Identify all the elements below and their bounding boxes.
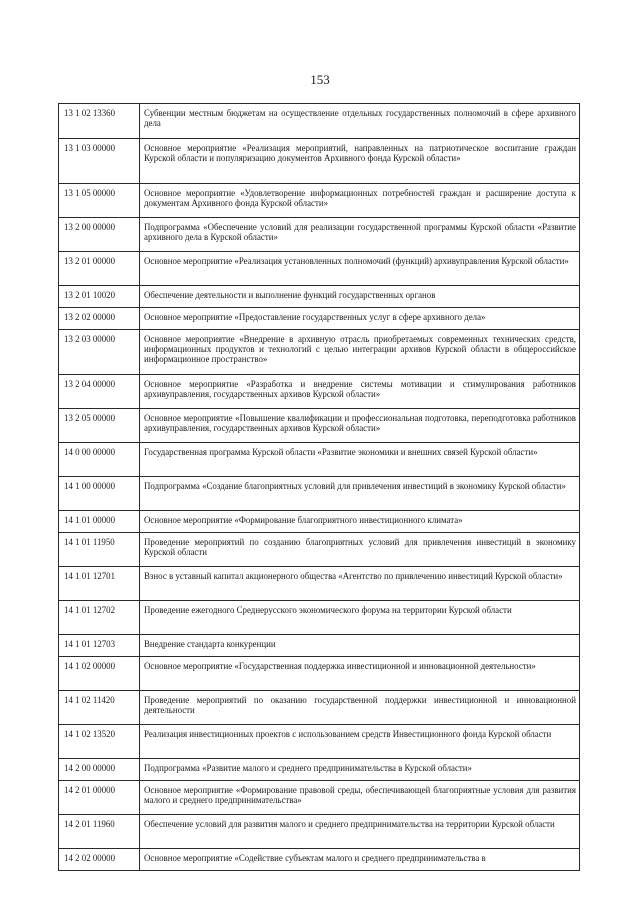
row-description: Проведение ежегодного Среднерусского экономического форума на территории Курской области (140, 601, 580, 635)
row-description: Проведение мероприятий по созданию благоприятных условий для привлечения инвестиций в экономику Курской области (140, 533, 580, 567)
row-description: Обеспечение деятельности и выполнение функций государственных органов (140, 286, 580, 308)
row-code: 14 1 02 11420 (59, 691, 140, 725)
row-code: 14 0 00 00000 (59, 443, 140, 477)
row-code: 13 2 01 10020 (59, 286, 140, 308)
row-code: 14 2 01 00000 (59, 781, 140, 815)
row-code: 14 1 02 00000 (59, 657, 140, 691)
row-description: Подпрограмма «Обеспечение условий для реализации государственной программы Курской области «Развитие архивного дела в Курской области» (140, 218, 580, 252)
table-row (59, 511, 580, 533)
row-code: 14 2 01 11960 (59, 815, 140, 849)
table-row (59, 375, 580, 409)
row-code: 14 1 01 12701 (59, 567, 140, 601)
row-description: Подпрограмма «Создание благоприятных условий для привлечения инвестиций в экономику Курской области» (140, 477, 580, 511)
table-row (59, 330, 580, 375)
table-row (59, 184, 580, 218)
row-description: Подпрограмма «Развитие малого и среднего предпринимательства в Курской области» (140, 759, 580, 781)
row-description: Основное мероприятие «Предоставление государственных услуг в сфере архивного дела» (140, 308, 580, 330)
table-row (59, 815, 580, 849)
row-description: Основное мероприятие «Повышение квалификации и профессиональная подготовка, переподготовка работников архивуправления, государственных архивов Курской области» (140, 409, 580, 443)
row-code: 13 1 02 13360 (59, 104, 140, 139)
table-body (59, 104, 580, 871)
row-description: Основное мероприятие «Реализация установленных полномочий (функций) архивуправления Курской области» (140, 252, 580, 286)
row-code: 13 2 00 00000 (59, 218, 140, 252)
table-row (59, 308, 580, 330)
row-description: Обеспечение условий для развития малого и среднего предпринимательства на территории Курской области (140, 815, 580, 849)
row-code: 14 1 02 13520 (59, 725, 140, 759)
table-row (59, 104, 580, 139)
row-code: 13 2 03 00000 (59, 330, 140, 375)
row-description: Основное мероприятие «Формирование правовой среды, обеспечивающей благоприятные условия для развития малого и среднего предпринимательства» (140, 781, 580, 815)
row-description: Основное мероприятие «Реализация мероприятий, направленных на патриотическое воспитание граждан Курской области и популяризацию документов Архивного фонда Курской области» (140, 139, 580, 184)
row-description: Государственная программа Курской области «Развитие экономики и внешних связей Курской области» (140, 443, 580, 477)
row-description: Основное мероприятие «Удовлетворение информационных потребностей граждан и расширение доступа к документам Архивного фонда Курской области» (140, 184, 580, 218)
table-row (59, 218, 580, 252)
row-description: Основное мероприятие «Содействие субъектам малого и среднего предпринимательства в (140, 849, 580, 871)
row-description: Основное мероприятие «Разработка и внедрение системы мотивации и стимулирования работников архивуправления, государственных архивов Курской области» (140, 375, 580, 409)
page-number: 153 (310, 72, 330, 87)
table-row (59, 409, 580, 443)
table-row (59, 477, 580, 511)
row-description: Основное мероприятие «Внедрение в архивную отрасль приобретаемых современных технических средств, информационных продуктов и технологий с целью интеграции архивов Курской области в общероссийское информационное пространство» (140, 330, 580, 375)
table-row (59, 725, 580, 759)
table-row (59, 567, 580, 601)
table-row (59, 443, 580, 477)
row-code: 13 2 01 00000 (59, 252, 140, 286)
row-description: Взнос в уставный капитал акционерного общества «Агентство по привлечению инвестиций Курской области» (140, 567, 580, 601)
table-row (59, 781, 580, 815)
row-code: 13 2 04 00000 (59, 375, 140, 409)
table-row (59, 691, 580, 725)
table-row (59, 286, 580, 308)
row-code: 14 1 01 12702 (59, 601, 140, 635)
table-row (59, 252, 580, 286)
row-code: 14 2 02 00000 (59, 849, 140, 871)
table-row (59, 849, 580, 871)
table-row (59, 533, 580, 567)
budget-classification-table (58, 103, 580, 871)
table-row (59, 139, 580, 184)
row-code: 14 1 00 00000 (59, 477, 140, 511)
row-code: 14 1 01 12703 (59, 635, 140, 657)
row-description: Основное мероприятие «Государственная поддержка инвестиционной и инновационной деятельности» (140, 657, 580, 691)
row-description: Основное мероприятие «Формирование благоприятного инвестиционного климата» (140, 511, 580, 533)
row-code: 13 2 05 00000 (59, 409, 140, 443)
row-code: 13 1 03 00000 (59, 139, 140, 184)
table-row (59, 657, 580, 691)
row-code: 14 1 01 00000 (59, 511, 140, 533)
row-description: Проведение мероприятий по оказанию государственной поддержки инвестиционной и инновационной деятельности (140, 691, 580, 725)
row-code: 14 1 01 11950 (59, 533, 140, 567)
row-description: Реализация инвестиционных проектов с использованием средств Инвестиционного фонда Курской области (140, 725, 580, 759)
row-description: Субвенции местным бюджетам на осуществление отдельных государственных полномочий в сфере архивного дела (140, 104, 580, 139)
row-code: 13 2 02 00000 (59, 308, 140, 330)
row-code: 13 1 05 00000 (59, 184, 140, 218)
table-row (59, 635, 580, 657)
table-row (59, 759, 580, 781)
row-code: 14 2 00 00000 (59, 759, 140, 781)
table-row (59, 601, 580, 635)
row-description: Внедрение стандарта конкуренции (140, 635, 580, 657)
